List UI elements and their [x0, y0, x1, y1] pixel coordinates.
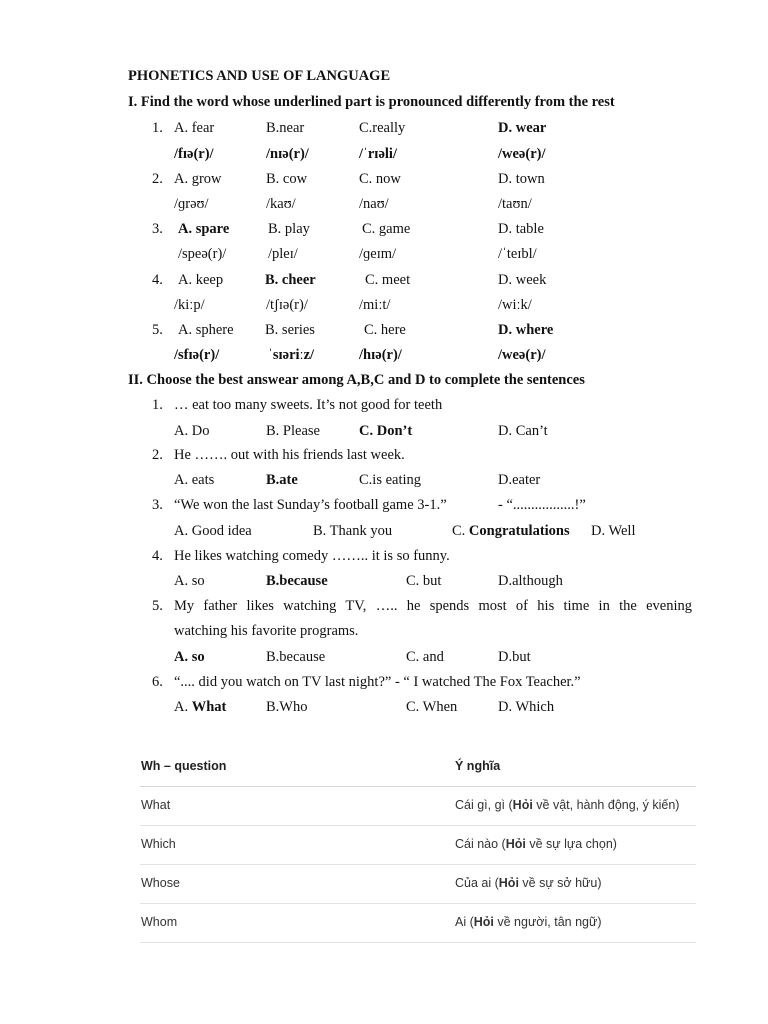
ipa-a: /ɡrəʊ/ — [174, 196, 209, 212]
ipa-c: /ɡeɪm/ — [359, 246, 397, 262]
option-c: C. here — [364, 322, 406, 338]
option-c: C.is eating — [359, 472, 422, 488]
option-d: D.eater — [498, 472, 541, 488]
wh-meaning: Của ai (Hỏi về sự sở hữu) — [455, 876, 602, 890]
option-d: D. week — [498, 272, 547, 288]
question-number: 4. — [152, 272, 163, 288]
option-b: B.Who — [266, 699, 308, 715]
option-a: A. keep — [178, 272, 224, 288]
question-text: My father likes watching TV, ….. he spends most of his time in the evening — [174, 598, 692, 614]
wh-question-table — [140, 748, 696, 943]
question-text: … eat too many sweets. It’s not good for teeth — [174, 397, 443, 413]
table-row — [140, 904, 696, 943]
ipa-b: /nɪə(r)/ — [266, 146, 309, 162]
option-a: A. fear — [174, 120, 215, 136]
column-header-wh-question: Wh – question — [141, 759, 227, 773]
wh-meaning: Ai (Hỏi về người, tân ngữ) — [455, 915, 602, 929]
option-c-answer — [452, 523, 570, 540]
option-a: A. Do — [174, 423, 210, 439]
option-a-answer: A. so — [174, 649, 205, 665]
page-title: PHONETICS AND USE OF LANGUAGE — [128, 68, 391, 84]
option-b: B.near — [266, 120, 305, 136]
option-b-answer: B. cheer — [265, 272, 316, 288]
ipa-d: /wiːk/ — [498, 297, 532, 313]
ipa-a: /speə(r)/ — [178, 246, 227, 262]
option-c: C.really — [359, 120, 406, 136]
option-c: C. but — [406, 573, 442, 589]
option-b: B. Please — [266, 423, 320, 439]
table-header-row — [140, 748, 696, 787]
section2-heading: II. Choose the best answear among A,B,C and D to complete the sentences — [128, 372, 585, 388]
question-number: 6. — [152, 674, 163, 690]
ipa-b: /tʃɪə(r)/ — [266, 297, 308, 313]
option-b-answer: B.because — [266, 573, 328, 589]
wh-word: What — [141, 798, 171, 812]
option-c: C. meet — [365, 272, 411, 288]
wh-meaning: Cái gì, gì (Hỏi về vật, hành động, ý kiến) — [455, 798, 680, 812]
question-number: 1. — [152, 397, 163, 413]
question-text: “.... did you watch on TV last night?” - “ I watched The Fox Teacher.” — [174, 674, 581, 690]
ipa-a: /fɪə(r)/ — [174, 146, 214, 162]
ipa-b: ˈsɪəriːz/ — [268, 347, 315, 363]
ipa-c: /naʊ/ — [359, 196, 389, 212]
option-c: C. and — [406, 649, 444, 665]
ipa-d: /weə(r)/ — [498, 146, 546, 162]
option-c: C. When — [406, 699, 458, 715]
ipa-d: /ˈteɪbl/ — [498, 246, 537, 262]
question-text: He ……. out with his friends last week. — [174, 447, 405, 463]
option-d: D. Can’t — [498, 423, 548, 439]
option-b: B. Thank you — [313, 523, 393, 539]
option-d: D.although — [498, 573, 563, 589]
option-c: C. game — [362, 221, 411, 237]
question-number: 5. — [152, 322, 163, 338]
option-d: D.but — [498, 649, 531, 665]
option-b: B. series — [265, 322, 315, 338]
question-number: 2. — [152, 171, 163, 187]
ipa-c: /miːt/ — [359, 297, 391, 313]
ipa-a: /kiːp/ — [174, 297, 205, 313]
section1-heading: I. Find the word whose underlined part is pronounced differently from the rest — [128, 94, 615, 110]
option-a-prefix: A. — [174, 699, 189, 715]
table-row — [140, 787, 696, 826]
option-a: A. grow — [174, 171, 222, 187]
ipa-d: /taʊn/ — [498, 196, 532, 212]
option-b: B. cow — [266, 171, 308, 187]
option-d: D. Which — [498, 699, 555, 715]
ipa-c: /hɪə(r)/ — [359, 347, 402, 363]
option-c-answer: C. Don’t — [359, 423, 413, 439]
option-a-answer-text: What — [191, 699, 227, 715]
wh-word: Whose — [141, 876, 180, 890]
option-d-answer: D. wear — [498, 120, 547, 136]
option-a: A. eats — [174, 472, 215, 488]
wh-word: Which — [141, 837, 176, 851]
question-text-continued: watching his favorite programs. — [174, 623, 359, 639]
ipa-b: /pleɪ/ — [268, 246, 298, 262]
table-row — [140, 865, 696, 904]
column-header-meaning: Ý nghĩa — [455, 759, 501, 773]
option-d: D. Well — [591, 523, 636, 539]
option-a: A. sphere — [178, 322, 234, 338]
question-text: “We won the last Sunday’s football game 3-1.” — [174, 497, 447, 513]
question-number: 3. — [152, 221, 163, 237]
wh-meaning: Cái nào (Hỏi về sự lựa chọn) — [455, 837, 617, 851]
ipa-a: /sfɪə(r)/ — [174, 347, 220, 363]
question-response: - “.................!” — [498, 497, 586, 513]
option-a: A. so — [174, 573, 205, 589]
option-b-answer: B.ate — [266, 472, 298, 488]
option-b: B. play — [268, 221, 310, 237]
option-c: C. now — [359, 171, 401, 187]
question-number: 1. — [152, 120, 163, 136]
option-c-prefix: C. — [452, 523, 466, 539]
option-b: B.because — [266, 649, 326, 665]
table-row — [140, 826, 696, 865]
ipa-d: /weə(r)/ — [498, 347, 546, 363]
option-d: D. town — [498, 171, 545, 187]
option-d-answer: D. where — [498, 322, 554, 338]
option-a: A. Good idea — [174, 523, 252, 539]
ipa-c: /ˈrɪəli/ — [359, 146, 397, 162]
question-number: 4. — [152, 548, 163, 564]
option-c-answer-text: Congratulations — [468, 523, 570, 539]
option-a-answer: A. spare — [178, 221, 230, 237]
ipa-b: /kaʊ/ — [266, 196, 296, 212]
option-a-answer — [174, 699, 226, 716]
wh-word: Whom — [141, 915, 178, 929]
question-number: 2. — [152, 447, 163, 463]
question-text: He likes watching comedy …….. it is so funny. — [174, 548, 450, 564]
question-number: 5. — [152, 598, 163, 614]
question-number: 3. — [152, 497, 163, 513]
option-d: D. table — [498, 221, 544, 237]
